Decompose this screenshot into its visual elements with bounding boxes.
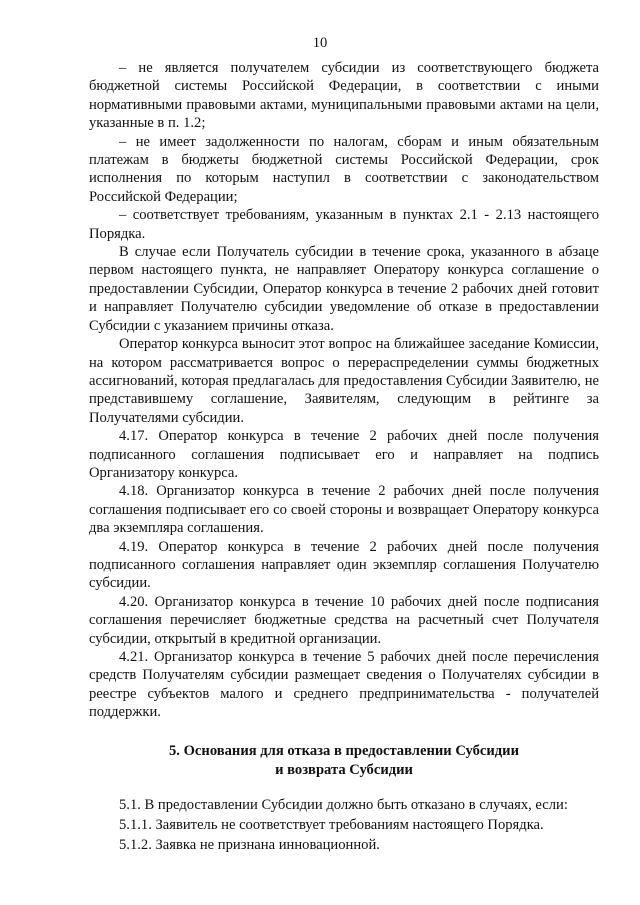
section-items bbox=[89, 796, 599, 855]
item-5-1: 5.1. В предоставлении Субсидии должно быть отказано в случаях, если: bbox=[119, 796, 568, 813]
paragraph-refusal-notice: В случае если Получатель субсидии в течение срока, указанного в абзаце первом настоящего пункта, не направляет Оператору конкурса соглашение о предоставлении Субсидии, Оператор конкурса в течение 2 рабочих дней готовит и направляет Получателю субсидии уведомление об отказе в предоставлении Субсидии с указанием причины отказа. bbox=[89, 244, 599, 334]
section-heading bbox=[89, 742, 599, 780]
paragraph-4-20: 4.20. Организатор конкурса в течение 10 рабочих дней после подписания соглашения перечисляет бюджетные средства на расчетный счет Получателя субсидии, открытый в кредитной организации. bbox=[89, 593, 599, 647]
section-heading-line1: 5. Основания для отказа в предоставлении Субсидии bbox=[168, 742, 519, 759]
item-5-1-2: 5.1.2. Заявка не признана инновационной. bbox=[119, 837, 380, 854]
paragraph-not-recipient: – не является получателем субсидии из соответствующего бюджета бюджетной системы Российской Федерации, в соответствии с иными нормативными правовыми актами, муниципальными правовыми актами на цели, указанные в п. 1.2; bbox=[89, 60, 599, 132]
page-number: 10 bbox=[312, 35, 328, 51]
paragraph-4-21: 4.21. Организатор конкурса в течение 5 рабочих дней после перечисления средств Получателям субсидии размещает сведения о Получателях субсидии в реестре субъектов малого и среднего предпринимательства - получателей поддержки. bbox=[89, 649, 599, 721]
paragraph-commission-meeting: Оператор конкурса выносит этот вопрос на ближайшее заседание Комиссии, на котором рассматривается вопрос о перераспределении суммы бюджетных ассигнований, которая предлагалась для предоставления Субсидии Заявителю, не представившему соглашение, Заявителям, следующим в рейтинге за Получателями субсидии. bbox=[89, 336, 599, 426]
paragraph-meets-requirements: – соответствует требованиям, указанным в пунктах 2.1 - 2.13 настоящего Порядка. bbox=[89, 207, 599, 242]
paragraph-4-17: 4.17. Оператор конкурса в течение 2 рабочих дней после получения подписанного соглашения подписывает его и направляет на подпись Организатору конкурса. bbox=[89, 428, 599, 481]
document-body bbox=[89, 59, 599, 857]
paragraph-4-19: 4.19. Оператор конкурса в течение 2 рабочих дней после получения подписанного соглашения направляет один экземпляр соглашения Получателю субсидии. bbox=[89, 538, 599, 592]
paragraph-no-debt: – не имеет задолженности по налогам, сборам и иным обязательным платежам в бюджеты бюджетной системы Российской Федерации, срок исполнения по которым наступил в соответствии с законодательством Российской Федерации; bbox=[89, 133, 599, 205]
item-5-1-1: 5.1.1. Заявитель не соответствует требованиям настоящего Порядка. bbox=[119, 817, 544, 834]
section-heading-line2: и возврата Субсидии bbox=[275, 761, 413, 778]
paragraph-4-18: 4.18. Организатор конкурса в течение 2 рабочих дней после получения соглашения подписывает его со своей стороны и возвращает Оператору конкурса два экземпляра соглашения. bbox=[89, 483, 599, 537]
